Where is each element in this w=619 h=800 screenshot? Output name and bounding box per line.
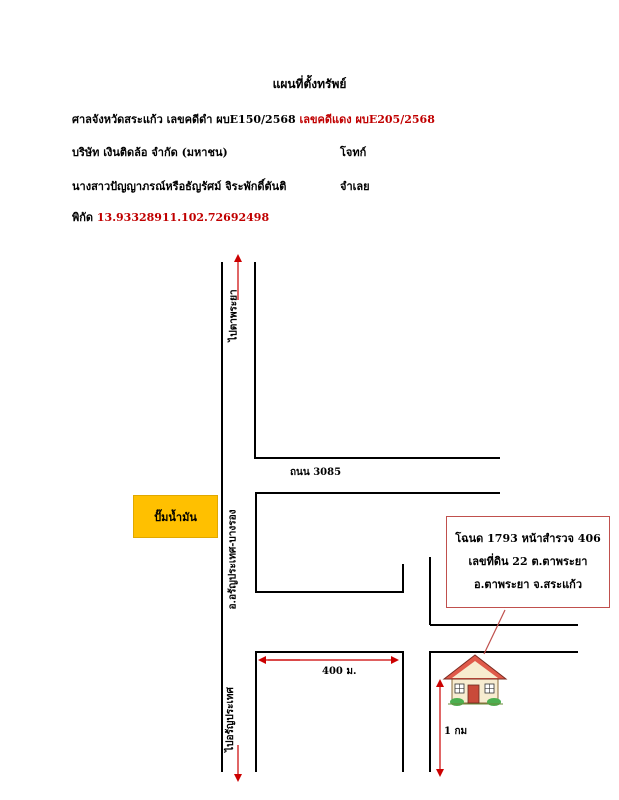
upper-block-edge [255,262,500,458]
property-info-box [446,516,610,608]
label-aranyaprathet-bangrong: อ.อรัญประเทศ-บางรอง [227,509,239,610]
defendant-name: นางสาวปัญญาภรณ์หรือธัญรัศม์ จิระพักดิ์ตันติ [72,180,287,193]
gas-station-box [133,495,218,538]
gas-station-label: ปั๊มน้ำมัน [154,510,197,524]
property-district-line: อ.ตาพระยา จ.สระแก้ว [473,578,582,591]
coordinates-label: พิกัด [72,211,97,224]
label-road-3085: ถนน 3085 [290,467,342,478]
label-to-taphraya: ไปตาพระยา [228,289,240,342]
court-case-red: เลขคดีแดง ผบE205/2568 [299,113,435,126]
property-deed-line: โฉนด 1793 หน้าสำรวจ 406 [455,532,601,545]
label-distance-1km: 1 กม [444,726,468,737]
label-distance-400: 400 ม. [322,666,357,677]
house-icon [444,655,506,706]
property-parcel-line: เลขที่ดิน 22 ต.ตาพระยา [468,555,588,568]
plaintiff-name: บริษัท เงินติดล้อ จำกัด (มหาชน) [72,146,228,159]
plaintiff-role: โจทก์ [340,146,367,159]
lower-right-block-edge [430,652,578,772]
label-to-aranyaprathet: ไปอรัญประเทศ [224,687,236,752]
defendant-role: จำเลย [340,180,370,193]
property-pointer-line [484,610,505,654]
court-case-black: ศาลจังหวัดสระแก้ว เลขคดีดำ ผบE150/2568 [72,113,300,126]
coordinates-value: 13.93328911.102.72692498 [96,211,270,224]
page-title: แผนที่ตั้งทรัพย์ [272,77,347,91]
